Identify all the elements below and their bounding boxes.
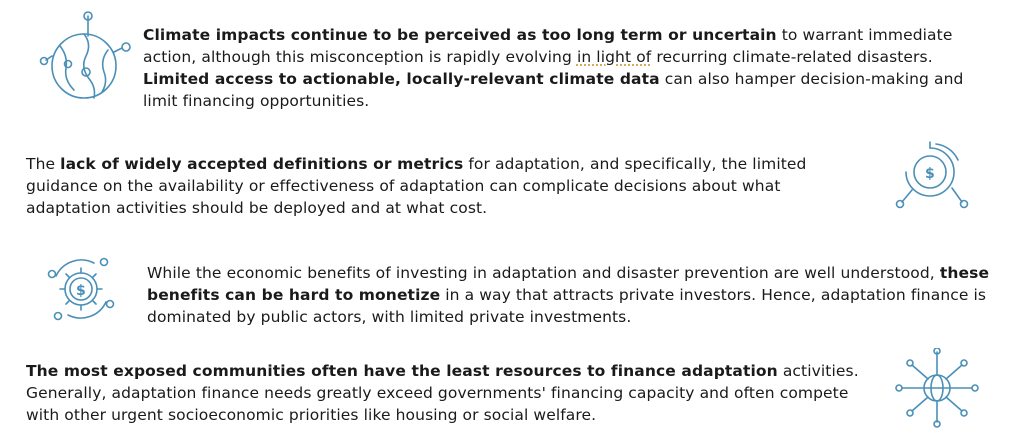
svg-text:$: $ <box>76 283 86 299</box>
paragraph-3-text-1: in a way that attracts private investors. Hence, adaptation finance is dominated by public actors, with limited private investments. <box>147 286 987 326</box>
paragraph-1-text-1: to warrant immediate action, although this misconception is rapidly evolving <box>143 26 953 66</box>
globe-network-icon <box>38 10 134 106</box>
paragraph-1-bold-1: Climate impacts continue to be perceived as too long term or uncertain <box>143 26 777 44</box>
paragraph-2-text-1: for adaptation, and specifically, the limited guidance on the availability or effectiveness of adaptation can complicate decisions about what adaptation activities should be deployed and at what cost. <box>26 155 807 217</box>
paragraph-3-pre: While the economic benefits of investing in adaptation and disaster prevention are well understood, <box>147 264 940 282</box>
paragraph-2-bold-1: lack of widely accepted definitions or metrics <box>60 155 464 173</box>
paragraph-2-pre: The <box>26 155 61 173</box>
dollar-gear-cycle-icon <box>38 246 124 332</box>
paragraph-4-bold-1: The most exposed communities often have the least resources to finance adaptation <box>26 362 778 380</box>
paragraph-1-bold-2: Limited access to actionable, locally-relevant climate data <box>143 70 660 88</box>
paragraph-4-text-1: activities. Generally, adaptation finance needs greatly exceed governments' financing capacity and often compete with other urgent socioeconomic priorities like housing or social welfare. <box>26 362 859 424</box>
dollar-chart-icon <box>888 138 974 216</box>
globe-connections-icon <box>892 348 982 428</box>
svg-text:$: $ <box>925 166 935 182</box>
paragraph-1 <box>143 24 1003 112</box>
paragraph-4 <box>26 360 876 426</box>
paragraph-3-bold-1: these benefits can be hard to monetize <box>147 264 990 304</box>
paragraph-1-text-1b: recurring climate-related disasters. <box>651 48 933 66</box>
spellcheck-underline: in light of <box>576 48 652 66</box>
paragraph-3 <box>147 262 1007 328</box>
paragraph-2 <box>26 153 846 219</box>
paragraph-1-text-2: can also hamper decision-making and limit financing opportunities. <box>143 70 964 110</box>
